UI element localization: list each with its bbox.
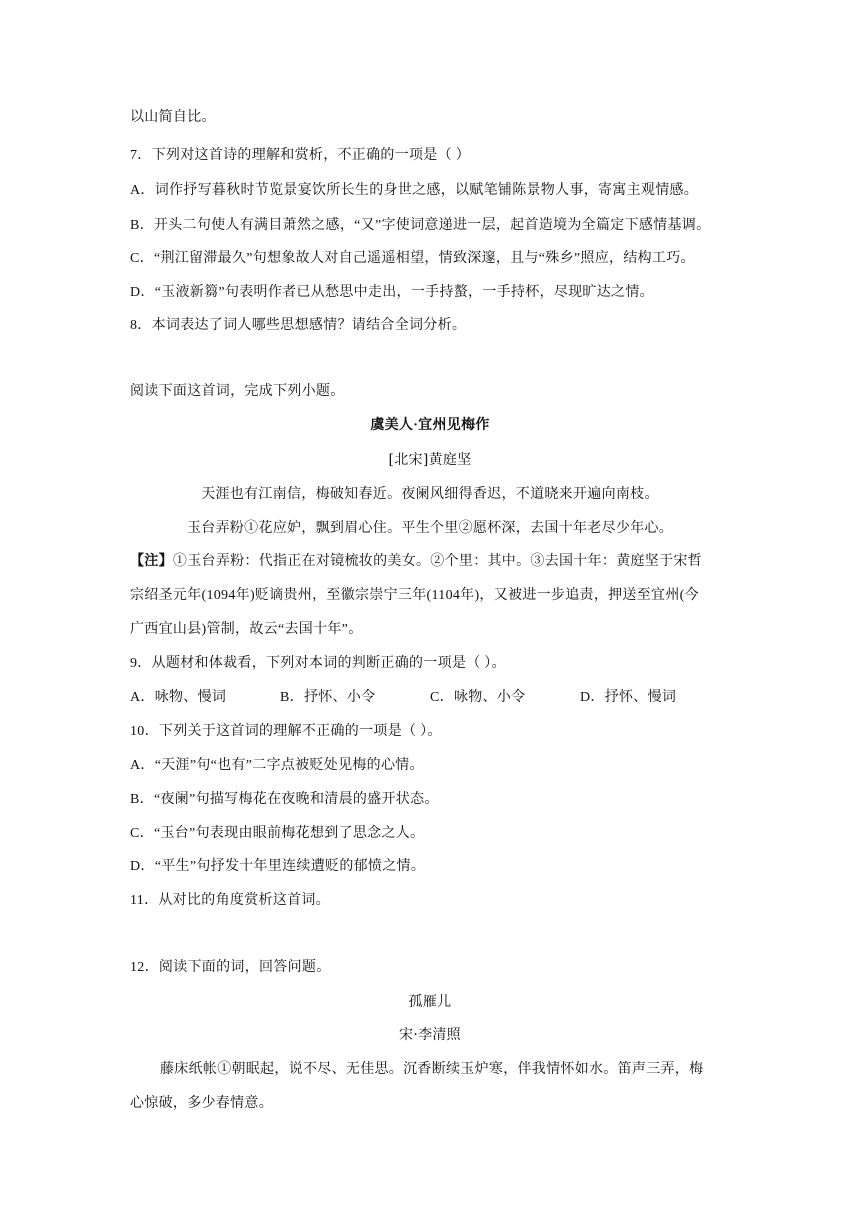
note-line-3: 广西宜山县)管制，故云“去国十年”。 [130, 622, 363, 637]
question-7-stem: 7．下列对这首诗的理解和赏析，不正确的一项是（ ） [130, 148, 470, 163]
top-fragment: 以山简自比。 [130, 110, 216, 125]
poem-line-1: 天涯也有江南信，梅破知春近。夜阑风细得香迟，不道晓来开遍向南枝。 [201, 486, 659, 502]
question-10-option-b: B．“夜阑”句描写梅花在夜晚和清晨的盛开状态。 [130, 792, 439, 807]
question-9-options [130, 688, 676, 708]
question-10-option-c: C．“玉台”句表现由眼前梅花想到了思念之人。 [130, 826, 425, 841]
question-8: 8．本词表达了词人哪些思想感情？请结合全词分析。 [130, 318, 467, 333]
poem2-author: 宋·李清照 [399, 1027, 461, 1043]
question-7-option-a: A．词作抒写暮秋时节览景宴饮所长生的身世之感，以赋笔铺陈景物人事，寄寓主观情感。 [130, 183, 699, 198]
question-12-stem: 12．阅读下面的词，回答问题。 [130, 960, 331, 975]
question-10-stem: 10．下列关于这首词的理解不正确的一项是（ ）。 [130, 724, 442, 739]
note-label: 【注】 [130, 554, 173, 569]
question-7-option-b: B．开头二句使人有满目萧然之感，“又”字使词意递进一层，起首造境为全篇定下感情基调。 [130, 218, 711, 233]
question-7-option-c: C．“荆江留滞最久”句想象故人对自己遥遥相望，情致深邃，且与“殊乡”照应，结构工巧。 [130, 251, 695, 266]
question-9-stem: 9．从题材和体裁看，下列对本词的判断正确的一项是（ ）。 [130, 656, 506, 671]
poem2-title: 孤雁儿 [408, 994, 452, 1010]
note-line-1 [130, 552, 702, 572]
question-9-option-a: A．咏物、慢词 [130, 690, 227, 705]
note-line-2: 宗绍圣元年(1094年)贬谪贵州，至徽宗崇宁三年(1104年)，又被进一步追责，押送至宜州(今 [130, 588, 699, 603]
question-7-option-d: D．“玉液新篘”句表明作者已从愁思中走出，一手持螯，一手持杯，尽现旷达之情。 [130, 285, 654, 300]
reading-instruction: 阅读下面这首词，完成下列小题。 [130, 384, 345, 399]
poem-title: 虞美人·宜州见梅作 [370, 418, 490, 433]
poem-author: [北宋]黄庭坚 [388, 452, 472, 468]
question-11: 11．从对比的角度赏析这首词。 [130, 893, 330, 908]
poem-line-2: 玉台弄粉①花应妒，飘到眉心住。平生个里②愿杯深，去国十年老尽少年心。 [186, 520, 674, 536]
question-9-option-b: B．抒怀、小令 [280, 690, 376, 705]
poem2-line-2: 心惊破，多少春情意。 [130, 1095, 273, 1111]
question-9-option-d: D．抒怀、慢词 [580, 690, 677, 705]
question-10-option-a: A．“天涯”句“也有”二字点被贬处见梅的心情。 [130, 758, 424, 773]
question-9-option-c: C．咏物、小令 [430, 690, 526, 705]
note-text-1: ①玉台弄粉：代指正在对镜梳妆的美女。②个里：其中。③去国十年：黄庭坚于宋哲 [172, 554, 703, 569]
question-10-option-d: D．“平生”句抒发十年里连续遭贬的郁愤之情。 [130, 859, 426, 874]
poem2-line-1: 藤床纸帐①朝眠起，说不尽、无佳思。沉香断续玉炉寒，伴我情怀如水。笛声三弄，梅 [160, 1061, 704, 1077]
